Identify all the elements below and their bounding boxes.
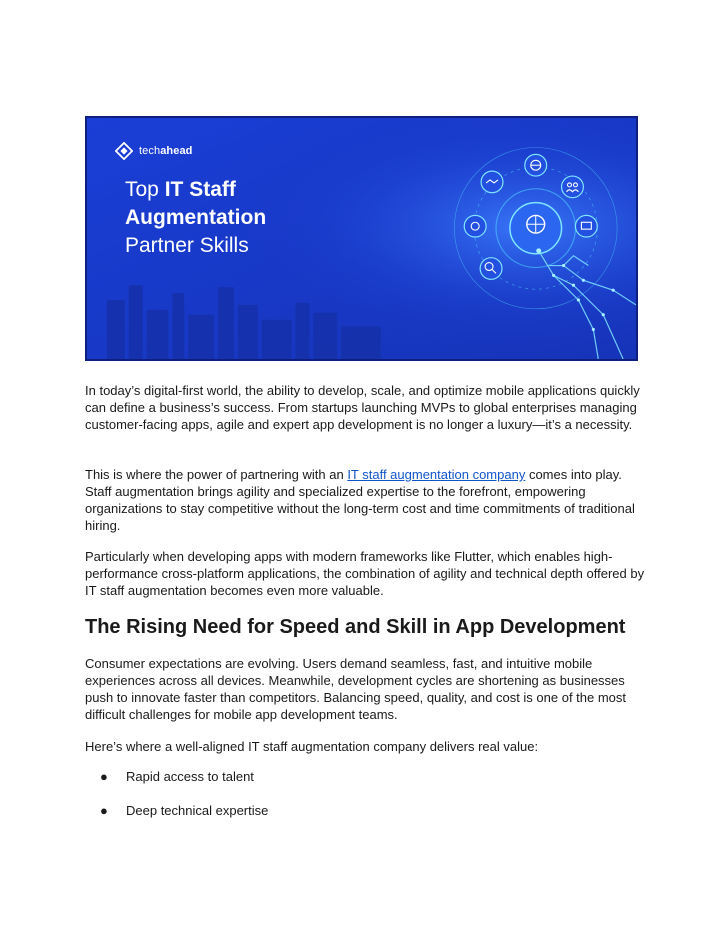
list-item-text: Rapid access to talent <box>126 769 254 784</box>
headline-line-1-regular: Top <box>125 178 165 201</box>
logo-prefix: tech <box>139 145 161 157</box>
section-heading: The Rising Need for Speed and Skill in App Development <box>85 616 626 638</box>
list-item <box>100 768 254 785</box>
techahead-logo-mark-icon <box>115 142 133 160</box>
banner-headline <box>125 176 266 260</box>
consumer-expectations-paragraph: Consumer expectations are evolving. Users demand seamless, fast, and intuitive mobile experiences across all devices. Meanwhile, development cycles are shortening as businesses push to innovate faster than competitors. Balancing speed, quality, and cost is one of the most difficult challenges for mobile app development teams. <box>85 656 627 722</box>
headline-line-1-bold: IT Staff <box>164 178 236 201</box>
headline-line-2: Augmentation <box>125 206 267 229</box>
list-item-text: Deep technical expertise <box>126 803 269 818</box>
it-staff-augmentation-link[interactable]: IT staff augmentation company <box>347 467 526 482</box>
techahead-logo <box>115 142 193 160</box>
paragraph-text: This is where the power of partnering with an <box>85 467 348 482</box>
value-intro-paragraph: Here’s where a well-aligned IT staff augmentation company delivers real value: <box>85 739 539 754</box>
bullet-icon: ● <box>100 769 108 784</box>
headline-line-3: Partner Skills <box>125 234 249 257</box>
staff-augmentation-paragraph <box>85 466 645 534</box>
bullet-icon: ● <box>100 803 108 818</box>
paragraph-text: comes into play. Staff augmentation brings agility and specialized expertise to the forefront, empowering organizations to stay competitive without the long-term cost and time commitments of traditional hiring. <box>85 467 635 533</box>
flutter-paragraph: Particularly when developing apps with modern frameworks like Flutter, which enables high-performance cross-platform applications, the combination of agility and technical depth offered by IT staff augmentation becomes even more valuable. <box>85 549 645 598</box>
intro-paragraph: In today’s digital-first world, the ability to develop, scale, and optimize mobile applications quickly can define a business’s success. From startups launching MVPs to global enterprises managing customer-facing apps, agile and expert app development is no longer a luxury—it’s a necessity. <box>85 383 640 432</box>
headline-line-1 <box>125 176 266 204</box>
list-item <box>100 802 268 819</box>
logo-suffix: ahead <box>160 145 193 157</box>
logo-text <box>139 145 193 157</box>
hero-banner <box>85 116 638 361</box>
